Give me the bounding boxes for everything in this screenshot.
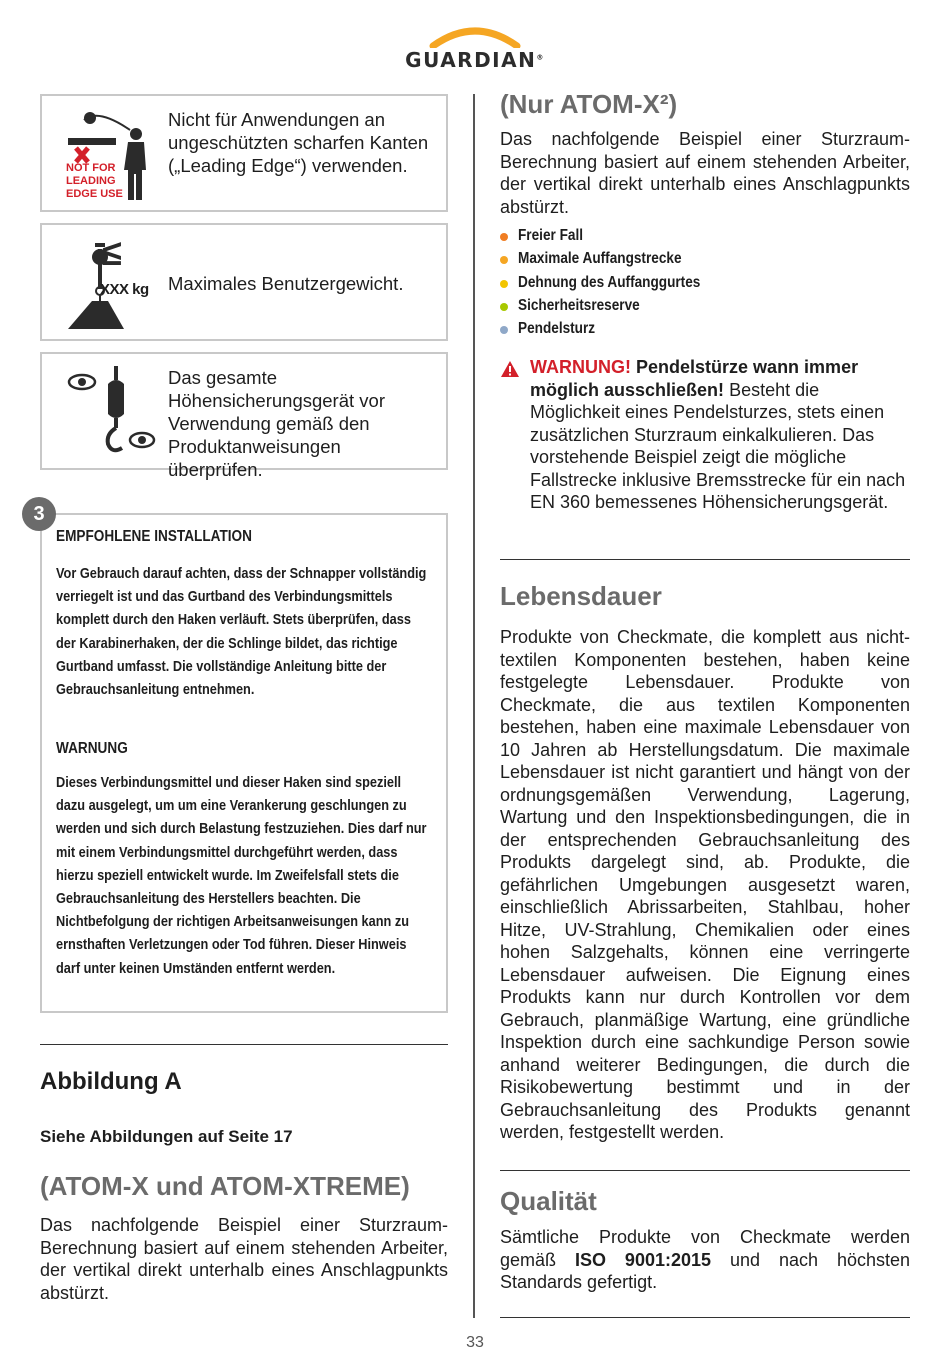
warning-heading: WARNUNG: [56, 740, 128, 757]
column-divider: [473, 94, 475, 1318]
warning-triangle-icon: [500, 360, 520, 378]
section-rule: [40, 1044, 448, 1045]
leading-edge-text: Nicht für Anwendungen an ungeschützten scharfen Kanten („Leading Edge“) verwenden.: [168, 109, 429, 176]
warning-body: Besteht die Möglichkeit eines Pendelsturzes, stets einen zusätzlichen Sturzraum einkalkulieren. Das vorstehende Beispiel zeigt die mögliche Fallstrecke inklusive Bremsstrecke für ein nach EN 360 bemessenes Höhensicherungsgerät.: [530, 379, 906, 512]
iso-standard: ISO 9001:2015: [574, 1249, 712, 1270]
installation-box: [40, 513, 448, 1013]
warning-bold-text: Pendelstürze wann immer möglich ausschließen!: [530, 357, 859, 400]
section-rule: [500, 1317, 910, 1318]
figure-a-text: Das nachfolgende Beispiel einer Sturzraum-Berechnung basiert auf einem stehenden Arbeiter, der vertikal direkt unterhalb eines Anschlagpunkts abstürzt.: [40, 1215, 448, 1303]
installation-heading: EMPFOHLENE INSTALLATION: [56, 528, 252, 545]
max-weight-box: [40, 223, 448, 341]
section-rule: [500, 1170, 910, 1171]
step-number-badge: 3: [22, 497, 56, 531]
page-number: 33: [466, 1334, 484, 1351]
atom-x2-text: Das nachfolgende Beispiel einer Sturzraum-Berechnung basiert auf einem stehenden Arbeiter, der vertikal direkt unterhalb eines Anschlagpunkts abstürzt.: [500, 129, 910, 217]
figure-a-models: (ATOM-X und ATOM-XTREME): [40, 1171, 410, 1201]
less-equal-symbol: ≤: [102, 232, 122, 273]
atom-x2-title: (Nur ATOM-X²): [500, 89, 678, 119]
lifespan-title: Lebensdauer: [500, 581, 662, 611]
inspect-box: [40, 352, 448, 480]
legend-dot: [500, 326, 508, 334]
quality-title: Qualität: [500, 1186, 597, 1216]
legend-dot: [500, 256, 508, 264]
warning-text: Dieses Verbindungsmittel und dieser Haken sind speziell dazu ausgelegt, um um eine Verankerung geschlungen zu werden und sich durch Belastung festzuziehen. Dies darf nur mit einem Verbindungsmittel durchgeführt werden, dass hierzu speziell entwickelt wurde. Im Zweifelsfall stets die Gebrauchsanleitung des Herstellers beachten. Die Nichtbefolgung der richtigen Arbeitsanweisungen kann zu ernsthaften Verletzungen oder Tod führen. Dieser Hinweis darf unter keinen Umständen entfernt werden.: [56, 774, 427, 977]
quality-text: Sämtliche Produkte von Checkmate werden gemäß ISO 9001:2015 und nach höchsten Standards gefertigt.: [500, 1227, 910, 1292]
legend-dot: [500, 280, 508, 288]
legend-label: Maximale Auffangstrecke: [518, 250, 682, 268]
section-rule: [500, 559, 910, 560]
max-weight-text: Maximales Benutzergewicht.: [168, 273, 404, 294]
weight-label: XXX kg: [100, 281, 149, 298]
inspect-text: Das gesamte Höhensicherungsgerät vor Verwendung gemäß den Produktanweisungen überprüfen.: [168, 367, 385, 480]
warning-label: WARNUNG!: [530, 357, 631, 377]
guardian-logo: [385, 22, 565, 74]
leading-edge-box: [40, 94, 448, 212]
logo-wordmark: GUARDIAN®: [405, 48, 545, 72]
figure-a-see-pages: Siehe Abbildungen auf Seite 17: [40, 1127, 293, 1146]
inspect-device-icon: [62, 362, 162, 466]
not-for-leading-edge-label: NOT FOR LEADING EDGE USE: [66, 162, 123, 200]
legend-label: Dehnung des Auffanggurtes: [518, 273, 701, 291]
legend-label: Pendelsturz: [518, 320, 596, 338]
legend-dot: [500, 233, 508, 241]
legend-label: Freier Fall: [518, 227, 584, 244]
logo-arc-icon: [429, 22, 521, 48]
figure-a-title: Abbildung A: [40, 1068, 182, 1095]
lifespan-text: Produkte von Checkmate, die komplett aus nicht-textilen Komponenten bestehen, haben keine festgelegte Lebensdauer. Produkte von Checkmate, die aus textilen Komponenten bestehen, haben eine maximale Lebensdauer von 10 Jahren ab Herstellungsdatum. Die maximale Lebensdauer ist nicht garantiert und hängt von der ordnungsgemäßen Verwendung, Lagerung, Wartung und den Inspektionsbedingungen, die in der entsprechenden Gebrauchsanleitung des Produkts dargelegt sind, ab. Produkte, die gefährlichen Umgebungen ausgesetzt waren, einschließlich Abrissarbeiten, Stahlbau, hoher Hitze, UV-Strahlung, Chemikalien oder eines hohen Salzgehalts, können eine verringerte Lebensdauer aufweisen. Die Eignung eines Produkts kann nur durch Kontrollen vor dem Gebrauch, planmäßige Wartung, eine gründliche Inspektion durch eine sachkundige Person sowie anhand weiterer Bedingungen, die durch die Risikobewertung bestimmt und in der Gebrauchsanleitung des Produkts genannt werden, festgestellt werden.: [500, 627, 910, 1142]
legend-dot: [500, 303, 508, 311]
installation-text: Vor Gebrauch darauf achten, dass der Schnapper vollständig verriegelt ist und das Gurtband des Verbindungsmittels komplett durch den Haken verläuft. Stets überprüfen, dass der Karabinerhaken, der die Schlinge bildet, das richtige Gurtband umfasst. Die vollständige Anleitung bitte der Gebrauchsanleitung entnehmen.: [56, 565, 427, 699]
legend-label: Sicherheitsreserve: [518, 296, 640, 314]
pendulum-warning-text: [530, 356, 910, 514]
